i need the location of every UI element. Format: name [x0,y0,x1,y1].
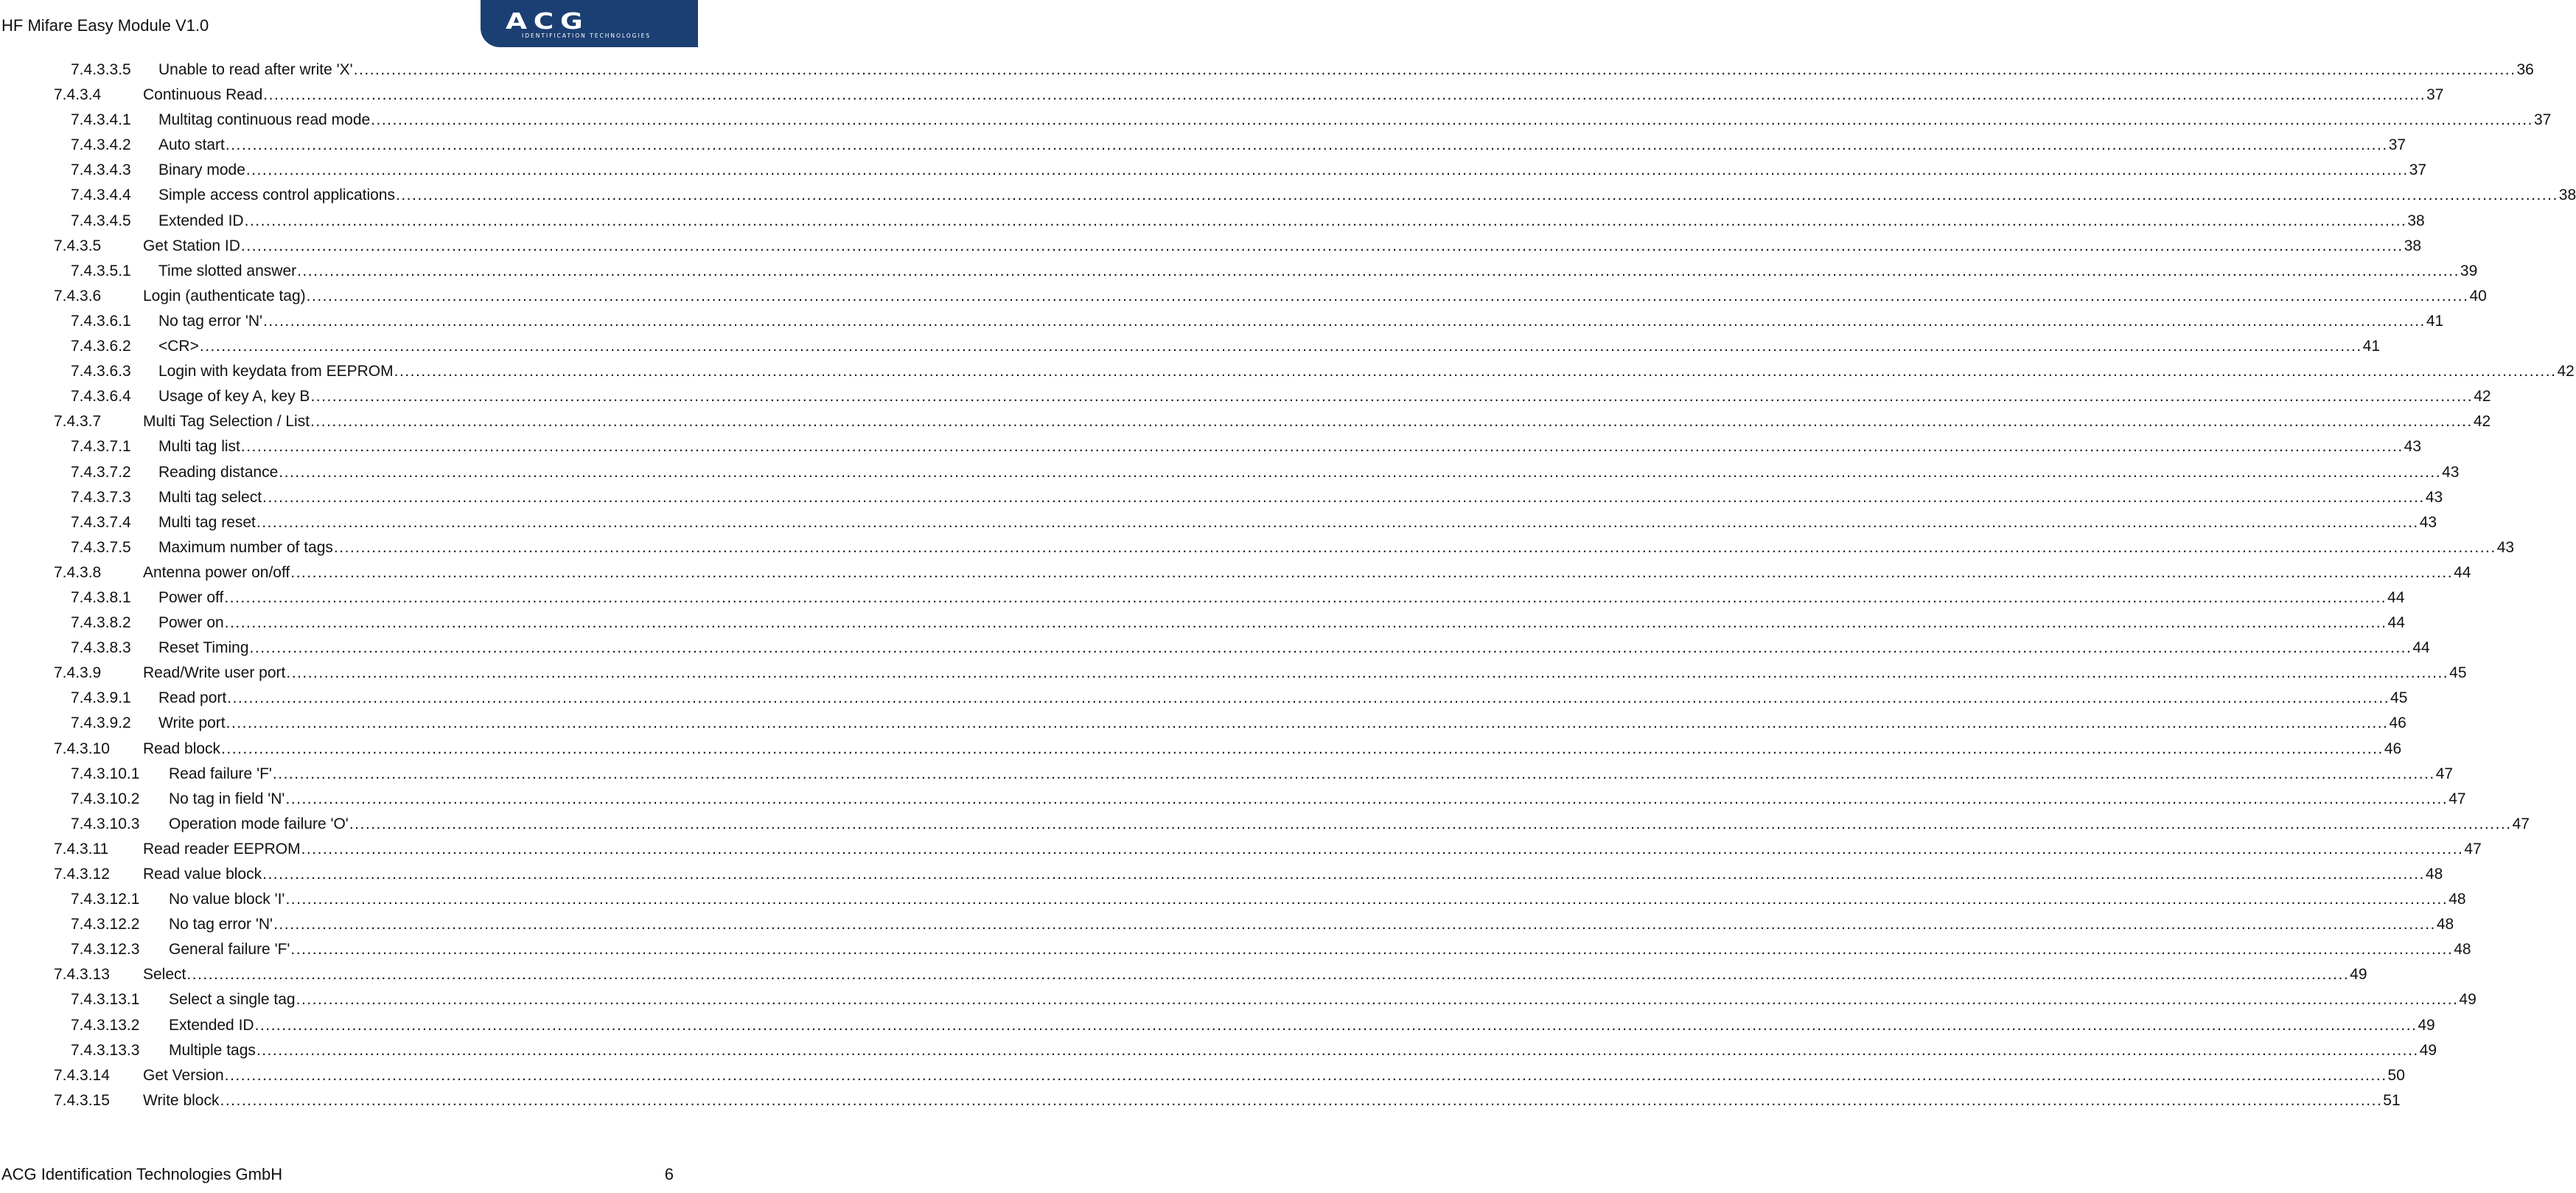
toc-entry-title: Power off [158,588,224,606]
toc-entry-page: 43 [2442,463,2460,481]
toc-entry-number: 7.4.3.7.2 [71,463,131,481]
toc-entry-title: Time slotted answer [158,262,297,279]
toc-leader-dots: ................................................................................................................................................................................................................................................................................................................................................................................................................ [272,765,2435,782]
toc-entry-number: 7.4.3.13 [54,966,110,984]
toc-entry-page: 38 [2558,187,2576,204]
toc-entry[interactable] [0,259,2478,284]
toc-entry-title: Reset Timing [158,639,249,657]
toc-entry-page: 38 [2404,237,2422,254]
toc-entry[interactable] [0,460,2460,485]
toc-entry[interactable] [0,737,2402,762]
toc-entry[interactable] [0,636,2430,661]
toc-entry[interactable] [0,837,2482,862]
toc-entry[interactable] [0,183,2576,208]
toc-entry-number: 7.4.3.7.3 [71,488,131,506]
toc-leader-dots: ................................................................................................................................................................................................................................................................................................................................................................................................................ [273,916,2436,933]
toc-entry-page: 46 [2384,740,2402,757]
toc-entry-number: 7.4.3.6.2 [71,338,131,355]
toc-entry-line [143,837,2482,862]
toc-entry-page: 43 [2496,538,2515,556]
toc-leader-dots: ................................................................................................................................................................................................................................................................................................................................................................................................................ [310,388,2474,406]
toc-entry-title: No tag error 'N' [158,312,263,330]
toc-entry-page: 44 [2454,563,2471,581]
toc-entry[interactable] [0,585,2405,611]
toc-entry-title: Extended ID [158,212,244,229]
toc-entry-number: 7.4.3.4.3 [71,161,131,179]
toc-entry[interactable] [0,58,2534,83]
toc-entry-title: Operation mode failure 'O' [169,815,349,832]
toc-entry-line [158,334,2381,359]
toc-entry-line [143,962,2367,987]
toc-entry-number: 7.4.3.9.2 [71,714,131,732]
toc-entry-line [158,585,2405,611]
toc-leader-dots: ................................................................................................................................................................................................................................................................................................................................................................................................................ [224,1066,2387,1084]
toc-entry-line [143,661,2467,686]
toc-entry-title: Read block [143,740,221,757]
toc-entry-page: 48 [2454,941,2471,959]
toc-entry[interactable] [0,334,2381,359]
toc-leader-dots: ................................................................................................................................................................................................................................................................................................................................................................................................................ [286,664,2449,682]
toc-entry-line [143,284,2487,309]
toc-entry-title: Login with keydata from EEPROM [158,363,394,380]
toc-entry[interactable] [0,234,2422,259]
toc-entry[interactable] [0,661,2467,686]
toc-leader-dots: ................................................................................................................................................................................................................................................................................................................................................................................................................ [256,513,2419,531]
toc-entry-title: <CR> [158,338,199,355]
toc-entry-number: 7.4.3.8.1 [71,588,131,606]
toc-entry-title: Antenna power on/off [143,563,290,581]
toc-entry-number: 7.4.3.5.1 [71,262,131,279]
toc-entry[interactable] [0,384,2491,409]
toc-entry-title: Power on [158,614,224,632]
toc-entry-title: Usage of key A, key B [158,388,310,406]
toc-leader-dots: ................................................................................................................................................................................................................................................................................................................................................................................................................ [240,237,2404,254]
toc-entry-page: 47 [2512,815,2530,832]
toc-entry-number: 7.4.3.4.5 [71,212,131,229]
toc-entry-number: 7.4.3.4.2 [71,136,131,154]
toc-entry-number: 7.4.3.4.1 [71,111,131,129]
toc-entry[interactable] [0,1038,2437,1063]
toc-entry-page: 43 [2425,488,2443,506]
toc-entry[interactable] [0,762,2454,787]
toc-entry[interactable] [0,284,2487,309]
toc-entry-number: 7.4.3.10.3 [71,815,140,832]
toc-leader-dots: ................................................................................................................................................................................................................................................................................................................................................................................................................ [333,538,2496,556]
toc-entry[interactable] [0,560,2471,585]
toc-leader-dots: ................................................................................................................................................................................................................................................................................................................................................................................................................ [285,891,2448,908]
toc-leader-dots: ................................................................................................................................................................................................................................................................................................................................................................................................................ [290,941,2454,959]
toc-entry[interactable] [0,209,2425,234]
toc-entry-line [158,309,2444,334]
toc-entry-title: Unable to read after write 'X' [158,61,353,78]
toc-entry-title: Reading distance [158,463,279,481]
toc-entry-title: Write port [158,714,226,732]
toc-entry[interactable] [0,1063,2405,1088]
toc-entry-page: 37 [2426,86,2444,104]
toc-entry-number: 7.4.3.12 [54,866,110,883]
toc-entry-number: 7.4.3.6.1 [71,312,131,330]
toc-entry-line [169,1038,2437,1063]
toc-entry-line [169,987,2476,1012]
toc-entry-title: Multiple tags [169,1041,256,1059]
toc-entry-page: 48 [2436,916,2454,933]
toc-entry-number: 7.4.3.6.4 [71,388,131,406]
toc-entry-page: 37 [2409,161,2427,179]
toc-entry-line [143,737,2402,762]
toc-entry[interactable] [0,1013,2435,1038]
toc-leader-dots: ................................................................................................................................................................................................................................................................................................................................................................................................................ [227,689,2390,707]
toc-entry[interactable] [0,485,2443,510]
toc-entry-page: 43 [2419,513,2437,531]
toc-entry-line [169,1013,2435,1038]
toc-entry-title: Read/Write user port [143,664,286,682]
toc-leader-dots: ................................................................................................................................................................................................................................................................................................................................................................................................................ [285,790,2448,807]
toc-leader-dots: ................................................................................................................................................................................................................................................................................................................................................................................................................ [290,563,2454,581]
toc-entry-page: 39 [2460,262,2478,279]
toc-entry-title: Read value block [143,866,262,883]
toc-entry-page: 49 [2418,1016,2435,1034]
toc-entry[interactable] [0,108,2552,133]
toc-entry-page: 48 [2448,891,2466,908]
toc-entry-page: 38 [2407,212,2425,229]
toc-entry-page: 49 [2459,991,2476,1009]
toc-entry-page: 48 [2425,866,2443,883]
toc-entry-page: 45 [2449,664,2467,682]
toc-entry-page: 37 [2533,111,2552,129]
toc-entry-page: 47 [2448,790,2466,807]
toc-leader-dots: ................................................................................................................................................................................................................................................................................................................................................................................................................ [349,815,2512,832]
table-of-contents [0,58,2576,1113]
toc-entry-title: Multi Tag Selection / List [143,413,310,431]
toc-entry[interactable] [0,359,2575,384]
toc-entry[interactable] [0,409,2491,434]
toc-leader-dots: ................................................................................................................................................................................................................................................................................................................................................................................................................ [262,488,2425,506]
toc-entry-title: Get Version [143,1066,224,1084]
toc-entry-page: 49 [2350,966,2367,984]
toc-entry-number: 7.4.3.8 [54,563,102,581]
acg-logo-text: ACG [506,9,590,35]
toc-entry-title: Select a single tag [169,991,296,1009]
toc-entry-line [169,937,2471,962]
toc-entry-page: 36 [2516,61,2534,78]
toc-entry[interactable] [0,535,2515,560]
toc-entry-title: No tag error 'N' [169,916,273,933]
toc-entry-number: 7.4.3.7.4 [71,513,131,531]
toc-entry-number: 7.4.3.6 [54,287,102,305]
toc-leader-dots: ................................................................................................................................................................................................................................................................................................................................................................................................................ [249,639,2412,657]
toc-entry-page: 42 [2557,363,2575,380]
toc-entry-line [158,58,2534,83]
toc-leader-dots: ................................................................................................................................................................................................................................................................................................................................................................................................................ [199,338,2362,355]
toc-entry-line [158,108,2552,133]
toc-entry-number: 7.4.3.8.2 [71,614,131,632]
toc-entry-number: 7.4.3.5 [54,237,102,254]
toc-entry-title: Read reader EEPROM [143,840,301,858]
toc-entry-number: 7.4.3.7 [54,413,102,431]
toc-entry-page: 40 [2469,287,2487,305]
toc-entry-number: 7.4.3.15 [54,1091,110,1109]
toc-entry-line [143,83,2444,108]
footer-company: ACG Identification Technologies GmbH [1,1165,283,1183]
toc-entry-page: 42 [2474,388,2491,406]
toc-entry-title: Read failure 'F' [169,765,272,782]
toc-leader-dots: ................................................................................................................................................................................................................................................................................................................................................................................................................ [296,991,2459,1009]
toc-leader-dots: ................................................................................................................................................................................................................................................................................................................................................................................................................ [297,262,2460,279]
toc-entry-page: 50 [2387,1066,2405,1084]
toc-entry-line [158,384,2491,409]
toc-entry-line [143,234,2422,259]
toc-entry[interactable] [0,812,2530,837]
toc-entry-number: 7.4.3.9.1 [71,689,131,707]
toc-leader-dots: ................................................................................................................................................................................................................................................................................................................................................................................................................ [186,966,2350,984]
toc-entry[interactable] [0,133,2406,158]
toc-entry-title: Simple access control applications [158,187,395,204]
toc-entry-line [169,812,2530,837]
toc-entry-title: Continuous Read [143,86,263,104]
toc-entry-line [143,560,2471,585]
toc-entry-title: Extended ID [169,1016,254,1034]
toc-entry[interactable] [0,686,2408,711]
toc-entry[interactable] [0,83,2444,108]
page-header-title: HF Mifare Easy Module V1.0 [1,16,209,35]
toc-entry-number: 7.4.3.11 [54,840,109,858]
toc-entry[interactable] [0,711,2406,736]
toc-entry-number: 7.4.3.10 [54,740,110,757]
toc-entry-number: 7.4.3.4.4 [71,187,131,204]
toc-entry-number: 7.4.3.13.1 [71,991,140,1009]
toc-leader-dots: ................................................................................................................................................................................................................................................................................................................................................................................................................ [256,1041,2419,1059]
toc-entry-title: Multi tag list [158,438,240,456]
toc-entry-page: 44 [2387,588,2405,606]
toc-leader-dots: ................................................................................................................................................................................................................................................................................................................................................................................................................ [371,111,2533,129]
toc-leader-dots: ................................................................................................................................................................................................................................................................................................................................................................................................................ [224,614,2387,632]
toc-entry-number: 7.4.3.12.3 [71,941,140,959]
toc-entry-number: 7.4.3.7.1 [71,438,131,456]
toc-entry[interactable] [0,510,2437,535]
toc-entry[interactable] [0,937,2471,962]
toc-leader-dots: ................................................................................................................................................................................................................................................................................................................................................................................................................ [263,312,2426,330]
toc-entry-page: 41 [2426,312,2444,330]
toc-leader-dots: ................................................................................................................................................................................................................................................................................................................................................................................................................ [240,438,2404,456]
toc-entry-line [158,636,2430,661]
toc-entry-line [169,912,2454,937]
toc-entry[interactable] [0,862,2443,887]
toc-entry-page: 44 [2387,614,2405,632]
toc-entry-title: No tag in field 'N' [169,790,285,807]
toc-entry-page: 41 [2362,338,2381,355]
toc-entry-line [158,535,2515,560]
toc-entry-line [158,510,2437,535]
toc-entry[interactable] [0,158,2427,183]
toc-entry-title: Read port [158,689,227,707]
toc-entry-line [143,1088,2401,1113]
toc-leader-dots: ................................................................................................................................................................................................................................................................................................................................................................................................................ [245,161,2409,179]
toc-entry-page: 47 [2435,765,2454,782]
toc-leader-dots: ................................................................................................................................................................................................................................................................................................................................................................................................................ [396,187,2558,204]
toc-entry-title: Get Station ID [143,237,240,254]
toc-leader-dots: ................................................................................................................................................................................................................................................................................................................................................................................................................ [353,61,2516,78]
toc-entry-page: 44 [2412,639,2430,657]
toc-entry[interactable] [0,611,2405,636]
toc-leader-dots: ................................................................................................................................................................................................................................................................................................................................................................................................................ [262,866,2425,883]
toc-leader-dots: ................................................................................................................................................................................................................................................................................................................................................................................................................ [301,840,2464,858]
toc-entry-number: 7.4.3.9 [54,664,102,682]
toc-entry-number: 7.4.3.3.5 [71,61,131,78]
toc-entry-number: 7.4.3.12.1 [71,891,140,908]
toc-entry-page: 49 [2419,1041,2437,1059]
toc-entry-number: 7.4.3.13.3 [71,1041,140,1059]
toc-entry-title: Select [143,966,186,984]
toc-entry-line [158,158,2427,183]
toc-entry-title: General failure 'F' [169,941,290,959]
toc-leader-dots: ................................................................................................................................................................................................................................................................................................................................................................................................................ [263,86,2426,104]
toc-entry-line [143,409,2491,434]
toc-entry[interactable] [0,912,2454,937]
toc-entry[interactable] [0,987,2476,1012]
toc-entry[interactable] [0,434,2422,459]
toc-entry-line [158,611,2405,636]
toc-entry-line [158,711,2406,736]
toc-entry-number: 7.4.3.4 [54,86,102,104]
toc-leader-dots: ................................................................................................................................................................................................................................................................................................................................................................................................................ [279,463,2442,481]
toc-entry-line [158,259,2478,284]
toc-entry-title: Multitag continuous read mode [158,111,371,129]
toc-leader-dots: ................................................................................................................................................................................................................................................................................................................................................................................................................ [220,1091,2383,1109]
toc-entry-title: Auto start [158,136,225,154]
toc-entry-line [158,359,2575,384]
toc-leader-dots: ................................................................................................................................................................................................................................................................................................................................................................................................................ [224,588,2387,606]
toc-leader-dots: ................................................................................................................................................................................................................................................................................................................................................................................................................ [226,714,2389,732]
toc-entry-line [158,434,2422,459]
toc-entry-title: Login (authenticate tag) [143,287,306,305]
toc-entry-number: 7.4.3.14 [54,1066,110,1084]
toc-leader-dots: ................................................................................................................................................................................................................................................................................................................................................................................................................ [244,212,2407,229]
toc-entry-page: 45 [2390,689,2408,707]
toc-entry-title: Multi tag reset [158,513,256,531]
toc-leader-dots: ................................................................................................................................................................................................................................................................................................................................................................................................................ [394,363,2557,380]
toc-entry-number: 7.4.3.13.2 [71,1016,140,1034]
toc-entry-number: 7.4.3.12.2 [71,916,140,933]
toc-entry-number: 7.4.3.6.3 [71,363,131,380]
toc-entry-line [143,862,2443,887]
toc-entry-line [143,1063,2405,1088]
toc-entry-line [158,686,2408,711]
toc-entry[interactable] [0,787,2466,812]
toc-entry-line [158,209,2425,234]
toc-leader-dots: ................................................................................................................................................................................................................................................................................................................................................................................................................ [225,136,2388,154]
toc-leader-dots: ................................................................................................................................................................................................................................................................................................................................................................................................................ [306,287,2469,305]
toc-entry-page: 46 [2389,714,2406,732]
toc-entry-line [158,133,2406,158]
toc-entry-number: 7.4.3.7.5 [71,538,131,556]
toc-leader-dots: ................................................................................................................................................................................................................................................................................................................................................................................................................ [254,1016,2418,1034]
toc-entry-line [169,762,2454,787]
toc-entry[interactable] [0,962,2367,987]
toc-entry-number: 7.4.3.10.1 [71,765,140,782]
toc-leader-dots: ................................................................................................................................................................................................................................................................................................................................................................................................................ [221,740,2384,757]
toc-entry-line [158,485,2443,510]
toc-entry-title: No value block 'I' [169,891,285,908]
toc-entry-page: 43 [2404,438,2422,456]
toc-entry[interactable] [0,887,2466,912]
toc-entry-line [158,460,2460,485]
toc-entry-page: 51 [2383,1091,2401,1109]
toc-leader-dots: ................................................................................................................................................................................................................................................................................................................................................................................................................ [310,413,2473,431]
toc-entry-line [169,787,2466,812]
toc-entry-title: Binary mode [158,161,245,179]
toc-entry[interactable] [0,1088,2401,1113]
toc-entry-number: 7.4.3.8.3 [71,639,131,657]
toc-entry-page: 47 [2464,840,2482,858]
toc-entry-page: 42 [2473,413,2491,431]
toc-entry-title: Multi tag select [158,488,262,506]
toc-entry[interactable] [0,309,2444,334]
toc-entry-page: 37 [2388,136,2406,154]
toc-entry-line [158,183,2576,208]
toc-entry-number: 7.4.3.10.2 [71,790,140,807]
toc-entry-line [169,887,2466,912]
acg-logo-subtext: IDENTIFICATION TECHNOLOGIES [522,32,652,39]
toc-entry-title: Write block [143,1091,220,1109]
footer-page-number: 6 [664,1165,674,1183]
toc-entry-title: Maximum number of tags [158,538,333,556]
